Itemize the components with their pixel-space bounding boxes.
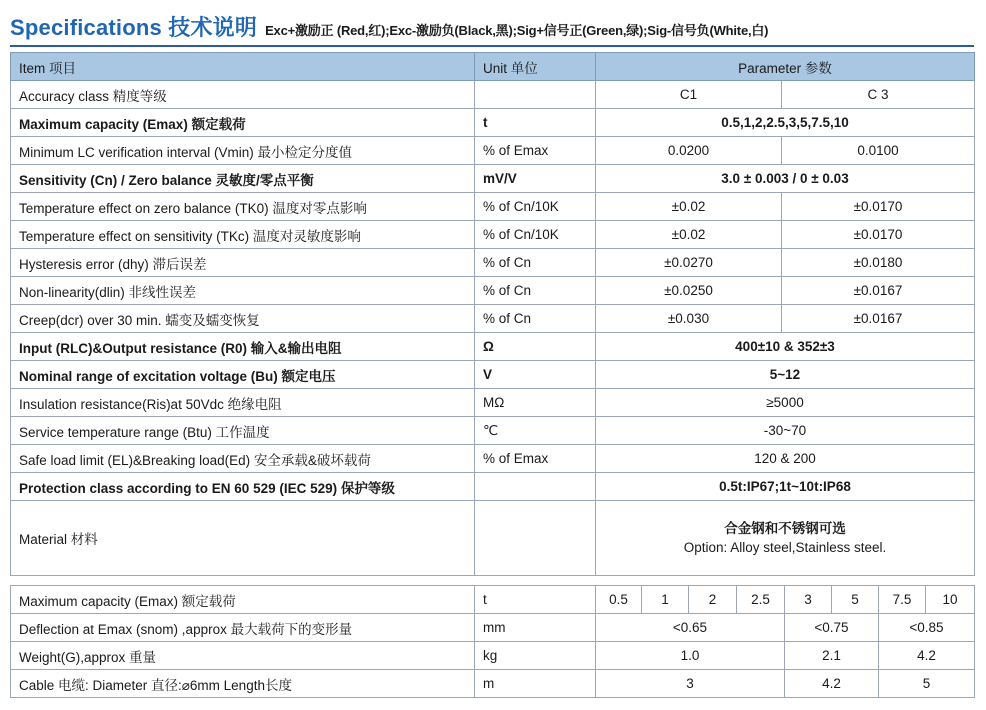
header-item: Item 项目: [11, 53, 475, 81]
deflection-value: <0.75: [785, 614, 879, 642]
row-label: Service temperature range (Btu) 工作温度: [11, 417, 475, 445]
table-row: [11, 389, 975, 417]
row-value: 400±10 & 352±3: [596, 333, 975, 361]
table-row: [11, 670, 975, 698]
material-value-en: Option: Alloy steel,Stainless steel.: [683, 540, 887, 555]
table-row: [11, 417, 975, 445]
weight-label: Weight(G),approx 重量: [11, 642, 475, 670]
row-value: 120 & 200: [596, 445, 975, 473]
title-bar: [10, 8, 768, 42]
row-label: Creep(dcr) over 30 min. 蠕变及蠕变恢复: [11, 305, 475, 333]
row-label: Hysteresis error (dhy) 滞后误差: [11, 249, 475, 277]
row-value-c1: ±0.030: [596, 305, 782, 333]
spec-header-row: [11, 53, 975, 81]
material-value: [596, 501, 975, 576]
row-value-c1: ±0.0270: [596, 249, 782, 277]
row-value: 3.0 ± 0.003 / 0 ± 0.03: [596, 165, 975, 193]
row-label: Nominal range of excitation voltage (Bu) 额定电压: [11, 361, 475, 389]
table-row: [11, 361, 975, 389]
cable-label: Cable 电缆: Diameter 直径:⌀6mm Length长度: [11, 670, 475, 698]
material-unit: [475, 501, 596, 576]
deflection-unit: mm: [475, 614, 596, 642]
row-label: Input (RLC)&Output resistance (R0) 输入&输出电阻: [11, 333, 475, 361]
capacity-value: 0.5: [596, 586, 642, 614]
row-value-c1: ±0.02: [596, 193, 782, 221]
row-value-c3: ±0.0167: [782, 277, 975, 305]
row-label: Non-linearity(dlin) 非线性误差: [11, 277, 475, 305]
table-row: [11, 305, 975, 333]
row-value-c3: 0.0100: [782, 137, 975, 165]
capacity-unit: t: [475, 586, 596, 614]
table-row: [11, 221, 975, 249]
table-row: [11, 109, 975, 137]
capacity-table: [10, 585, 975, 698]
table-row: [11, 614, 975, 642]
row-unit: % of Cn: [475, 249, 596, 277]
weight-unit: kg: [475, 642, 596, 670]
row-value-c3: ±0.0167: [782, 305, 975, 333]
capacity-value: 5: [832, 586, 879, 614]
spec-table: [10, 52, 975, 576]
row-value: 5~12: [596, 361, 975, 389]
capacity-value: 10: [926, 586, 975, 614]
row-label: Temperature effect on zero balance (TK0) 温度对零点影响: [11, 193, 475, 221]
header-unit: Unit 单位: [475, 53, 596, 81]
row-label: Temperature effect on sensitivity (TKc) 温度对灵敏度影响: [11, 221, 475, 249]
row-value: 0.5,1,2,2.5,3,5,7.5,10: [596, 109, 975, 137]
weight-value: 4.2: [879, 642, 975, 670]
row-unit: mV/V: [475, 165, 596, 193]
page-title: Specifications 技术说明: [10, 15, 258, 40]
material-value-cn: 合金钢和不锈钢可选: [724, 521, 846, 536]
row-unit: % of Cn: [475, 305, 596, 333]
row-value-c3: ±0.0170: [782, 193, 975, 221]
table-row: [11, 642, 975, 670]
cable-unit: m: [475, 670, 596, 698]
title-rule: [10, 45, 974, 47]
table-row: [11, 81, 975, 109]
material-label: Material 材料: [11, 501, 475, 576]
deflection-value: <0.65: [596, 614, 785, 642]
row-label: Insulation resistance(Ris)at 50Vdc 绝缘电阻: [11, 389, 475, 417]
row-unit: ℃: [475, 417, 596, 445]
material-row: [11, 501, 975, 576]
accuracy-c3: C 3: [782, 81, 975, 109]
row-unit: MΩ: [475, 389, 596, 417]
table-row: [11, 277, 975, 305]
row-label: Protection class according to EN 60 529 (IEC 529) 保护等级: [11, 473, 475, 501]
cable-value: 3: [596, 670, 785, 698]
capacity-value: 2: [689, 586, 737, 614]
row-unit: Ω: [475, 333, 596, 361]
row-label: Sensitivity (Cn) / Zero balance 灵敏度/零点平衡: [11, 165, 475, 193]
row-value-c1: ±0.02: [596, 221, 782, 249]
table-row: [11, 586, 975, 614]
row-label: Safe load limit (EL)&Breaking load(Ed) 安全承载&破坏载荷: [11, 445, 475, 473]
table-row: [11, 473, 975, 501]
table-row: [11, 165, 975, 193]
row-unit: % of Cn: [475, 277, 596, 305]
capacity-value: 2.5: [737, 586, 785, 614]
weight-value: 1.0: [596, 642, 785, 670]
cable-value: 4.2: [785, 670, 879, 698]
row-unit: % of Cn/10K: [475, 193, 596, 221]
accuracy-c1: C1: [596, 81, 782, 109]
table-row: [11, 445, 975, 473]
wiring-legend: Exc+激励正 (Red,红);Exc-激励负(Black,黑);Sig+信号正(Green,绿);Sig-信号负(White,白): [265, 23, 769, 38]
row-label: Minimum LC verification interval (Vmin) 最小检定分度值: [11, 137, 475, 165]
table-row: [11, 333, 975, 361]
table-row: [11, 193, 975, 221]
row-unit: % of Emax: [475, 445, 596, 473]
row-unit: % of Cn/10K: [475, 221, 596, 249]
row-value-c3: ±0.0180: [782, 249, 975, 277]
row-value: ≥5000: [596, 389, 975, 417]
table-row: [11, 137, 975, 165]
row-unit: V: [475, 361, 596, 389]
accuracy-label: Accuracy class 精度等级: [11, 81, 475, 109]
row-unit: [475, 473, 596, 501]
table-row: [11, 249, 975, 277]
header-parameter: Parameter 参数: [596, 53, 975, 81]
capacity-label: Maximum capacity (Emax) 额定载荷: [11, 586, 475, 614]
row-unit: t: [475, 109, 596, 137]
accuracy-unit: [475, 81, 596, 109]
row-unit: % of Emax: [475, 137, 596, 165]
deflection-label: Deflection at Emax (snom) ,approx 最大载荷下的变形量: [11, 614, 475, 642]
row-label: Maximum capacity (Emax) 额定载荷: [11, 109, 475, 137]
capacity-value: 3: [785, 586, 832, 614]
cable-value: 5: [879, 670, 975, 698]
row-value-c1: 0.0200: [596, 137, 782, 165]
capacity-value: 7.5: [879, 586, 926, 614]
row-value: -30~70: [596, 417, 975, 445]
row-value-c1: ±0.0250: [596, 277, 782, 305]
row-value: 0.5t:IP67;1t~10t:IP68: [596, 473, 975, 501]
weight-value: 2.1: [785, 642, 879, 670]
row-value-c3: ±0.0170: [782, 221, 975, 249]
deflection-value: <0.85: [879, 614, 975, 642]
capacity-value: 1: [642, 586, 689, 614]
